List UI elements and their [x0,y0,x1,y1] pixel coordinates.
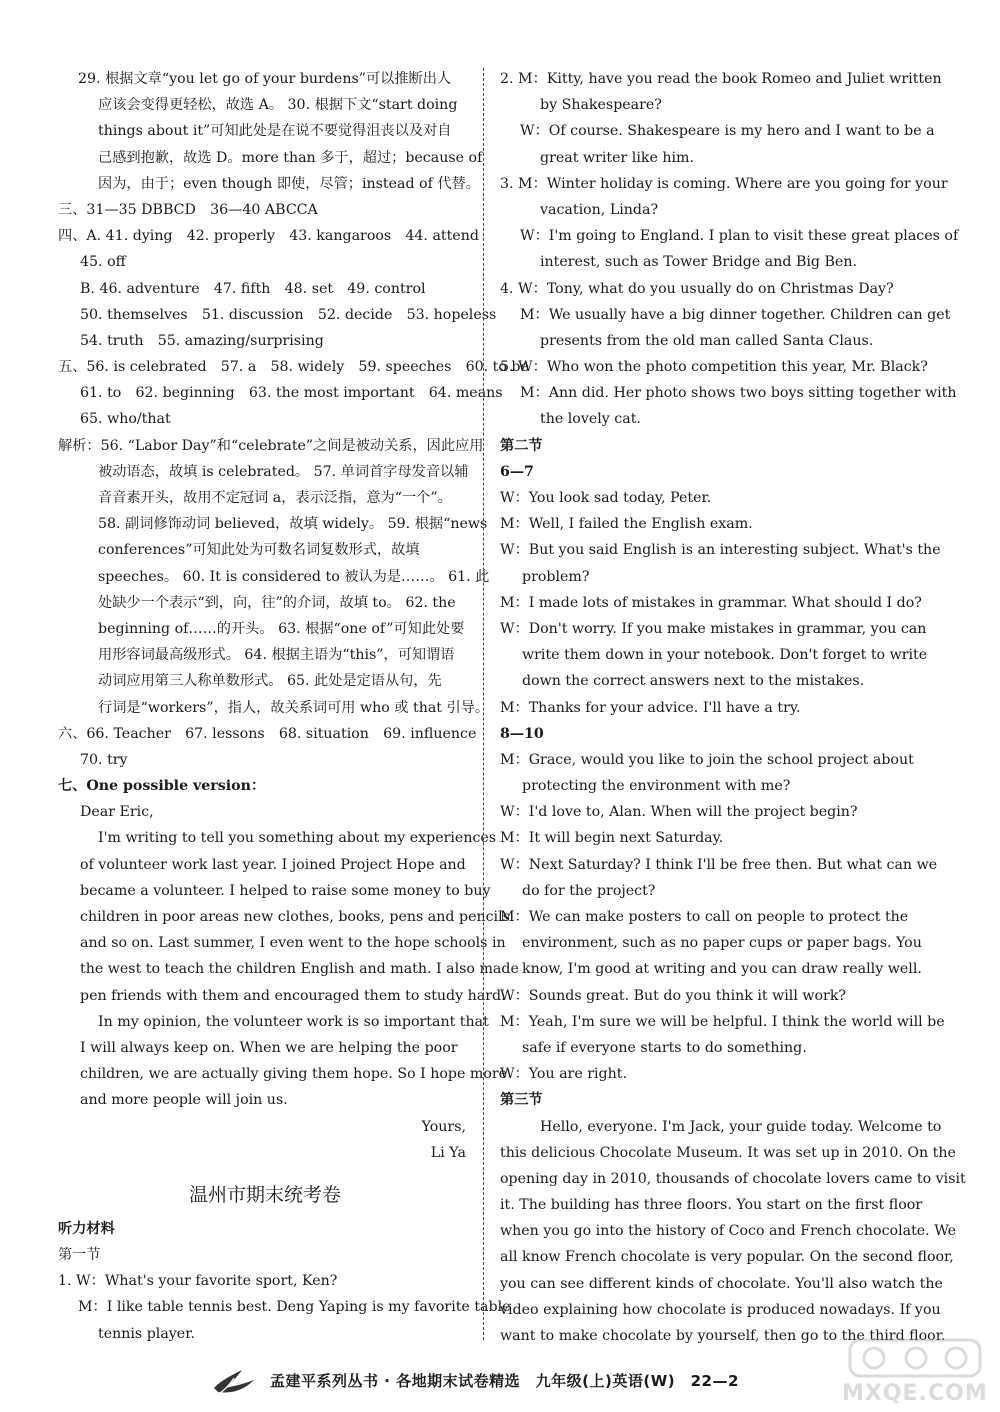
text-line: W：I'm going to England. I plan to visit these great places of [520,228,959,245]
text-line: the west to teach the children English and math. I also made [80,961,519,978]
section-title: 温州市期末统考卷 [188,1183,341,1206]
text-line: and more people will join us. [80,1092,288,1109]
text-line: environment, such as no paper cups or paper bags. You [522,935,922,952]
text-line: when you go into the history of Coco and French chocolate. We [500,1223,957,1240]
text-line: 5. W：Who won the photo competition this year, Mr. Black? [500,359,928,376]
text-line: 65. who/that [80,411,171,428]
text-line: 用形容词最高级形式。 64. 根据主语为“this”，可知谓语 [98,647,455,664]
text-line: 因为，由于；even though 即使，尽管；instead of 代替。 [98,175,480,192]
text-line: beginning of……的开头。 63. 根据“one of”可知此处要 [98,620,465,637]
text-line: M：Thanks for your advice. I'll have a try. [500,699,801,716]
text-line: 58. 副词修饰动词 believed，故填 widely。 59. 根据“news [98,516,488,533]
text-line: 四、A. 41. dying 42. properly 43. kangaroos 44. attend [58,228,479,245]
text-line: M：Well, I failed the English exam. [500,516,753,533]
text-line: 4. W：Tony, what do you usually do on Christmas Day? [500,280,894,297]
text-line: Hello, everyone. I'm Jack, your guide today. Welcome to [540,1118,942,1135]
text-line: great writer like him. [540,149,694,166]
text-line: 听力材料 [58,1220,115,1237]
watermark-text: MXQE.COM [842,1381,988,1406]
text-line: 行词是“workers”，指人，故关系词可用 who 或 that 引导。 [98,699,490,716]
text-line: M：Ann did. Her photo shows two boys sitting together with [520,385,957,402]
text-line: problem? [522,568,590,585]
text-line: 50. themselves 51. discussion 52. decide 53. hopeless [80,306,497,323]
text-line: became a volunteer. I helped to raise some money to buy [80,882,491,899]
text-line: 第三节 [500,1092,543,1109]
text-line: 解析：56. “Labor Day”和“celebrate”之间是被动关系，因此应用 [58,437,484,454]
text-line: know, I'm good at writing and you can draw really well. [522,961,922,978]
text-line: it. The building has three floors. You start on the first floor [500,1197,923,1214]
text-line: write them down in your notebook. Don't forget to write [522,647,928,664]
text-line: do for the project? [522,882,656,899]
text-line: M：I made lots of mistakes in grammar. What should I do? [500,594,922,611]
text-line: this delicious Chocolate Museum. It was set up in 2010. On the [500,1144,956,1161]
text-line: W：I'd love to, Alan. When will the project begin? [500,804,858,821]
column-divider [483,68,484,1340]
text-line: safe if everyone starts to do something. [522,1039,807,1056]
text-line: 应该会变得更轻松，故选 A。 30. 根据下文“start doing [98,97,458,114]
text-line: M：We usually have a big dinner together. Children can get [520,306,951,323]
watermark [842,1336,992,1406]
text-line: W：Next Saturday? I think I'll be free then. But what can we [500,856,938,873]
right-column [500,66,966,1349]
text-line: W：You look sad today, Peter. [500,490,712,506]
text-line: 处缺少一个表示“到，向，往”的介词，故填 to。 62. the [98,594,456,611]
text-line: speeches。 60. It is considered to 被认为是……。 61. 此 [98,568,490,585]
text-line: M：Yeah, I'm sure we will be helpful. I think the world will be [500,1013,945,1030]
text-line: 70. try [80,751,128,768]
text-line: 动词应用第三人称单数形式。 65. 此处是定语从句，先 [98,673,442,690]
text-line: things about it”可知此处是在说不要觉得沮丧以及对自 [98,123,452,140]
text-line: M：It will begin next Saturday. [500,830,724,847]
text-line: interest, such as Tower Bridge and Big Ben. [540,254,857,271]
text-line: 音音素开头，故用不定冠词 a，表示泛指，意为“一个”。 [98,490,452,506]
text-line: by Shakespeare? [540,97,662,114]
text-line: 第二节 [500,437,543,454]
bird-logo-icon [212,1366,256,1396]
text-line: want to make chocolate by yourself, then go to the third floor. [500,1328,946,1344]
text-line: 三、31—35 DBBCD 36—40 ABCCA [58,201,318,218]
text-line: M：We can make posters to call on people to protect the [500,909,909,925]
text-line: M：Grace, would you like to join the school project about [500,751,914,768]
text-line: conferences”可知此处为可数名词复数形式，故填 [98,542,420,559]
text-line: 8—10 [500,725,544,742]
text-line: children, we are actually giving them hope. So I hope more [80,1066,508,1083]
text-line: vacation, Linda? [540,201,659,218]
text-line: 3. M：Winter holiday is coming. Where are you going for your [500,175,948,192]
text-line: 6—7 [500,463,534,480]
text-line: 61. to 62. beginning 63. the most important 64. means [80,385,503,402]
text-line: 被动语态，故填 is celebrated。 57. 单词首字母发音以辅 [98,463,469,480]
text-line: the lovely cat. [540,411,641,428]
text-line: down the correct answers next to the mistakes. [522,673,865,690]
text-line: children in poor areas new clothes, books, pens and pencils [80,909,510,925]
text-line: Dear Eric, [80,804,154,821]
text-line: of volunteer work last year. I joined Project Hope and [80,856,466,873]
footer-text: 孟建平系列丛书 · 各地期末试卷精选 九年级(上)英语(W) 22—2 [270,1372,739,1390]
text-line: M：I like table tennis best. Deng Yaping is my favorite table [78,1299,511,1316]
text-line: 29. 根据文章“you let go of your burdens”可以推断出人 [78,71,452,87]
text-line: In my opinion, the volunteer work is so important that [98,1013,489,1030]
text-line: 1. W：What's your favorite sport, Ken? [58,1273,338,1290]
text-line: 45. off [80,254,126,271]
text-line: Li Ya [430,1144,466,1161]
text-line: 2. M：Kitty, have you read the book Romeo and Juliet written [500,71,942,87]
text-line: 六、66. Teacher 67. lessons 68. situation 69. influence [58,725,477,742]
text-line: tennis player. [98,1325,195,1342]
text-line: pen friends with them and encouraged them to study hard. [80,987,506,1004]
text-line: 54. truth 55. amazing/surprising [80,332,324,349]
text-line: you can see different kinds of chocolate. You'll also watch the [500,1275,943,1292]
text-line: 五、56. is celebrated 57. a 58. widely 59. speeches 60. to be [58,359,529,376]
text-line: W：You are right. [500,1066,627,1083]
text-line: opening day in 2010, thousands of chocolate lovers came to visit [500,1170,966,1187]
text-line: W：Don't worry. If you make mistakes in grammar, you can [500,620,927,637]
text-line: I'm writing to tell you something about my experiences [98,830,497,847]
text-line: 七、One possible version： [58,778,266,795]
text-line: B. 46. adventure 47. fifth 48. set 49. control [80,280,426,297]
text-line: 己感到抱歉，故选 D。more than 多于，超过；because of [98,149,483,166]
text-line: video explaining how chocolate is produced nowadays. If you [500,1301,941,1318]
text-line: W：But you said English is an interesting subject. What's the [500,542,941,559]
text-line: 第一节 [58,1247,101,1264]
text-line: all know French chocolate is very popular. On the second floor, [500,1249,954,1266]
text-line: protecting the environment with me? [522,778,791,795]
text-line: presents from the old man called Santa Claus. [540,332,874,349]
text-line: W：Of course. Shakespeare is my hero and I want to be a [520,123,935,140]
text-line: W：Sounds great. But do you think it will work? [500,987,847,1004]
text-line: and so on. Last summer, I even went to the hope schools in [80,935,506,952]
text-line: Yours, [421,1118,466,1135]
text-line: I will always keep on. When we are helping the poor [80,1039,458,1056]
watermark-logo-icon [842,1336,992,1382]
